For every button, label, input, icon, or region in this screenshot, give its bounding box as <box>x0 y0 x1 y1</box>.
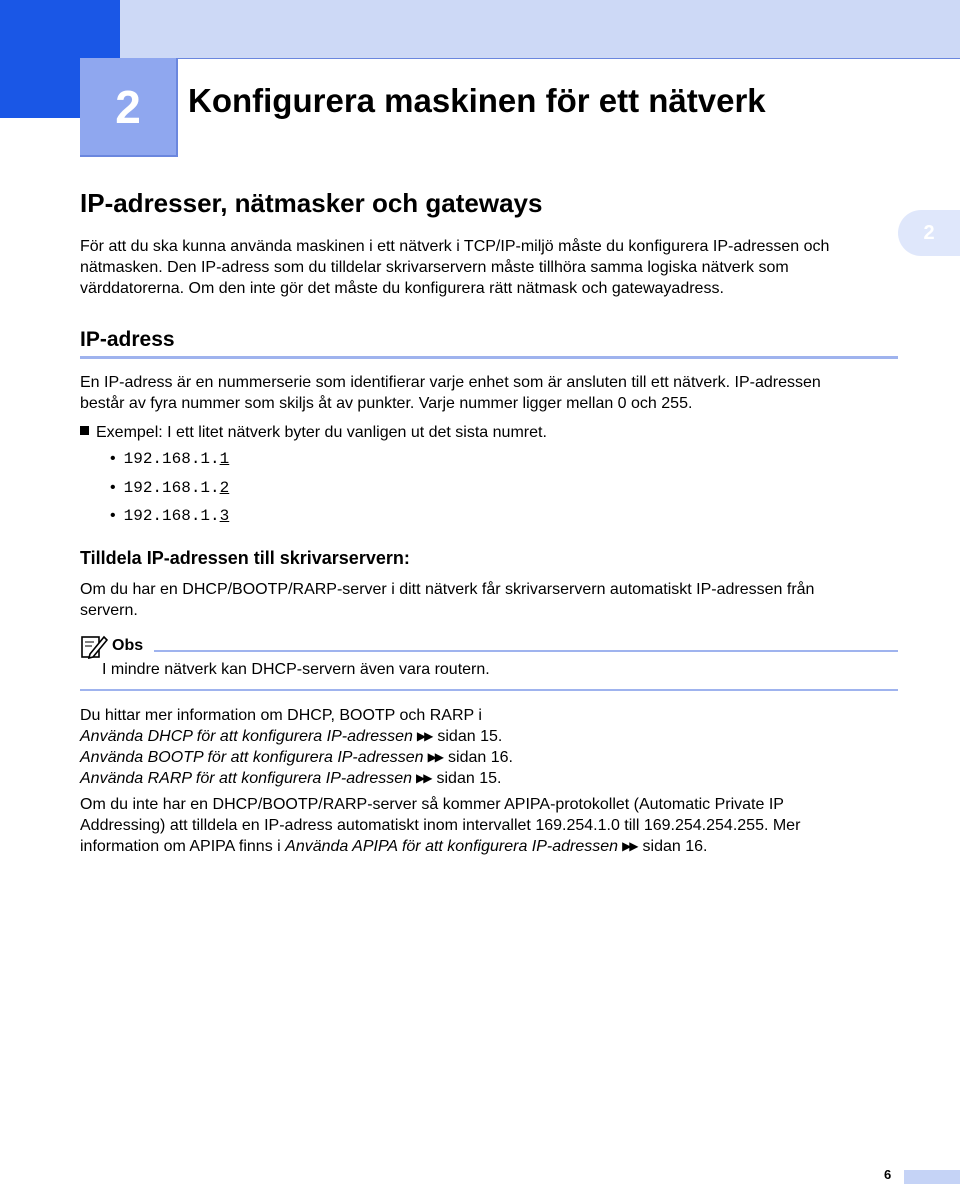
ip-prefix: 192.168.1. <box>123 507 220 525</box>
assign-paragraph <box>80 579 814 621</box>
ip-address-line: består av fyra nummer som skiljs åt av punkter. Varje nummer ligger mellan 0 och 255. <box>80 395 693 412</box>
note-bottom-rule <box>80 689 898 691</box>
example-ip-1: • 192.168.1.1 <box>110 450 230 468</box>
intro-paragraph <box>80 236 829 299</box>
reference-page: sidan 16. <box>448 749 513 766</box>
ip-prefix: 192.168.1. <box>123 450 220 468</box>
page-number: 6 <box>884 1167 892 1182</box>
double-arrow-icon: ▶▶ <box>622 839 637 853</box>
intro-line: För att du ska kunna använda maskinen i ett nätverk i TCP/IP-miljö måste du konfigurera IP-adressen och <box>80 238 830 255</box>
example-label: Exempel: I ett litet nätverk byter du vanligen ut det sista numret. <box>96 424 547 441</box>
chapter-title: Konfigurera maskinen för ett nätverk <box>188 82 766 119</box>
apipa-prefix: information om APIPA finns i <box>80 838 281 855</box>
reference-line <box>80 747 513 768</box>
reference-link[interactable]: Använda DHCP för att konfigurera IP-adressen <box>80 728 413 745</box>
reference-line <box>80 726 513 747</box>
ip-last: 2 <box>219 479 230 497</box>
assign-line: Om du har en DHCP/BOOTP/RARP-server i ditt nätverk får skrivarservern automatiskt IP-adressen från <box>80 581 815 598</box>
chapter-number: 2 <box>115 80 141 133</box>
note-text: I mindre nätverk kan DHCP-servern även vara routern. <box>102 661 490 678</box>
example-ip-2: • 192.168.1.2 <box>110 479 230 497</box>
intro-line: värddatorerna. Om den inte gör det måste du konfigurera rätt nätmask och gatewayadress. <box>80 280 724 297</box>
note-pencil-icon <box>80 633 108 659</box>
assign-line: servern. <box>80 602 138 619</box>
double-arrow-icon: ▶▶ <box>427 750 443 764</box>
double-arrow-icon: ▶▶ <box>416 771 431 785</box>
reference-link[interactable]: Använda RARP för att konfigurera IP-adressen <box>80 770 413 787</box>
ip-last: 3 <box>219 507 230 525</box>
reference-page: sidan 15. <box>436 770 502 787</box>
example-item <box>80 422 547 443</box>
ip-address-heading: IP-adress <box>80 328 175 351</box>
apipa-line: Om du inte har en DHCP/BOOTP/RARP-server så kommer APIPA-protokollet (Automatic Private IP <box>80 796 784 813</box>
reference-page: sidan 15. <box>437 728 503 745</box>
apipa-paragraph <box>80 794 800 857</box>
example-ip-3: • 192.168.1.3 <box>110 507 230 525</box>
ip-address-line: En IP-adress är en nummerserie som identifierar varje enhet som är ansluten till ett nätverk. IP-adressen <box>80 374 821 391</box>
reference-line <box>80 768 513 789</box>
header-rule <box>178 58 960 59</box>
ip-address-rule <box>80 356 898 359</box>
apipa-line: Addressing) att tilldela en IP-adress automatiskt inom intervallet 169.254.1.0 till 169.254.254.255. Mer <box>80 817 801 834</box>
ip-address-paragraph <box>80 372 821 414</box>
assign-heading: Tilldela IP-adressen till skrivarservern: <box>80 548 410 568</box>
ip-prefix: 192.168.1. <box>123 479 220 497</box>
more-info-paragraph <box>80 705 513 789</box>
chapter-number-box <box>80 58 178 157</box>
page-number-bar <box>904 1170 960 1184</box>
square-bullet-icon <box>80 426 89 435</box>
header-band <box>120 0 960 58</box>
note-label: Obs <box>112 637 144 654</box>
reference-link[interactable]: Använda BOOTP för att konfigurera IP-adressen <box>80 749 424 766</box>
chapter-side-tab: 2 <box>898 210 960 256</box>
section-title: IP-adresser, nätmasker och gateways <box>80 188 543 218</box>
apipa-line <box>80 836 800 857</box>
note-top-rule <box>154 650 898 652</box>
more-info-intro: Du hittar mer information om DHCP, BOOTP och RARP i <box>80 707 482 724</box>
intro-line: nätmasken. Den IP-adress som du tilldelar skrivarservern måste tillhöra samma logiska nätverk som <box>80 259 789 276</box>
ip-last: 1 <box>219 450 230 468</box>
double-arrow-icon: ▶▶ <box>416 729 432 743</box>
reference-page: sidan 16. <box>642 838 708 855</box>
reference-link[interactable]: Använda APIPA för att konfigurera IP-adressen <box>285 838 619 855</box>
